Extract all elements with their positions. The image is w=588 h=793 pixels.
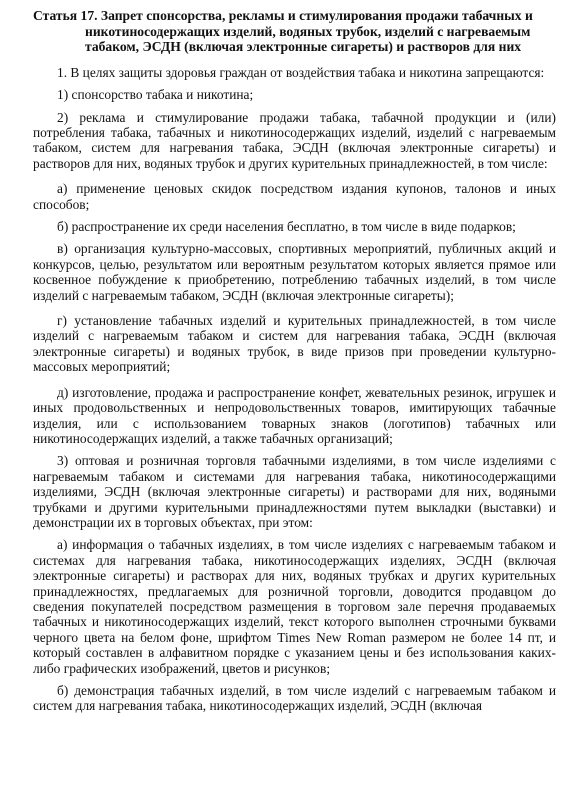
paragraph-1: 1. В целях защиты здоровья граждан от воздействия табака и никотина запрещаются:: [57, 64, 545, 80]
subitem-b: б) распространение их среди населения бесплатно, в том числе в виде подарков;: [57, 219, 516, 235]
subitem-g: г) установление табачных изделий и курительных принадлежностей, в том числе изделий с нагреваемым табаком и систем для нагревания табака, ЭСДН (включая электронные сигареты) и водяных трубок, в виде призов при проведении культурно-массовых мероприятий;: [33, 313, 556, 375]
subitem-3b: б) демонстрация табачных изделий, в том числе изделий с нагреваемым табаком и систем для нагревания табака, никотиносодержащих изделий, ЭСДН (включая: [33, 683, 556, 714]
subitem-d: д) изготовление, продажа и распространение конфет, жевательных резинок, игрушек и иных продовольственных и непродовольственных товаров, имитирующих табачные изделия, или с использованием товарных знаков (логотипов) табачных или никотиносодержащих изделий, а также табачных организаций;: [33, 384, 556, 446]
item-3: 3) оптовая и розничная торговля табачными изделиями, в том числе изделиями с нагреваемым табаком и системами для нагревания табака, никотиносодержащими изделиями, ЭСДН (включая электронные сигареты) и растворами для них, водяными трубками и другими курительными принадлежностями путем выкладки (выставки) и демонстрации их в торговых объектах, при этом:: [33, 453, 556, 530]
article-heading: Статья 17. Запрет спонсорства, рекламы и стимулирования продажи табачных и никотиносодержащих изделий, водяных трубок, изделий с нагреваемым табаком, ЭСДН (включая электронные сигареты) и растворов для них: [33, 8, 533, 55]
subitem-3a: а) информация о табачных изделиях, в том числе изделиях с нагреваемым табаком и системах для нагревания табака, никотиносодержащих изделиях, ЭСДН (включая электронные сигареты) и растворах для них, водяных трубках и других курительных принадлежностях, предлагаемых для розничной торговли, доводится продавцом до сведения покупателей посредством размещения в торговом зале перечня продаваемых табачных и никотиносодержащих изделий, текст которого выполнен строчными буквами черного цвета на белом фоне, шрифтом Times New Roman размером не более 14 пт, и который составлен в алфавитном порядке с указанием цены и без использования каких-либо графических изображений, цветов и рисунков;: [33, 537, 556, 676]
subitem-v: в) организация культурно-массовых, спортивных мероприятий, публичных акций и конкурсов, целью, результатом или вероятным результатом которых является прямое или косвенное побуждение к приобретению, потреблению табачных изделий, в том числе изделий с нагреваемым табаком, ЭСДН (включая электронные сигареты);: [33, 241, 556, 303]
item-2: 2) реклама и стимулирование продажи табака, табачной продукции и (или) потребления табака, табачных и никотиносодержащих изделий, изделий с нагреваемым табаком, систем для нагревания табака, ЭСДН (включая электронные сигареты) и растворов для них, водяных трубок и других курительных принадлежностей, в том числе:: [33, 109, 556, 171]
subitem-a: а) применение ценовых скидок посредством издания купонов, талонов и иных способов;: [33, 181, 556, 212]
item-1: 1) спонсорство табака и никотина;: [57, 87, 254, 103]
